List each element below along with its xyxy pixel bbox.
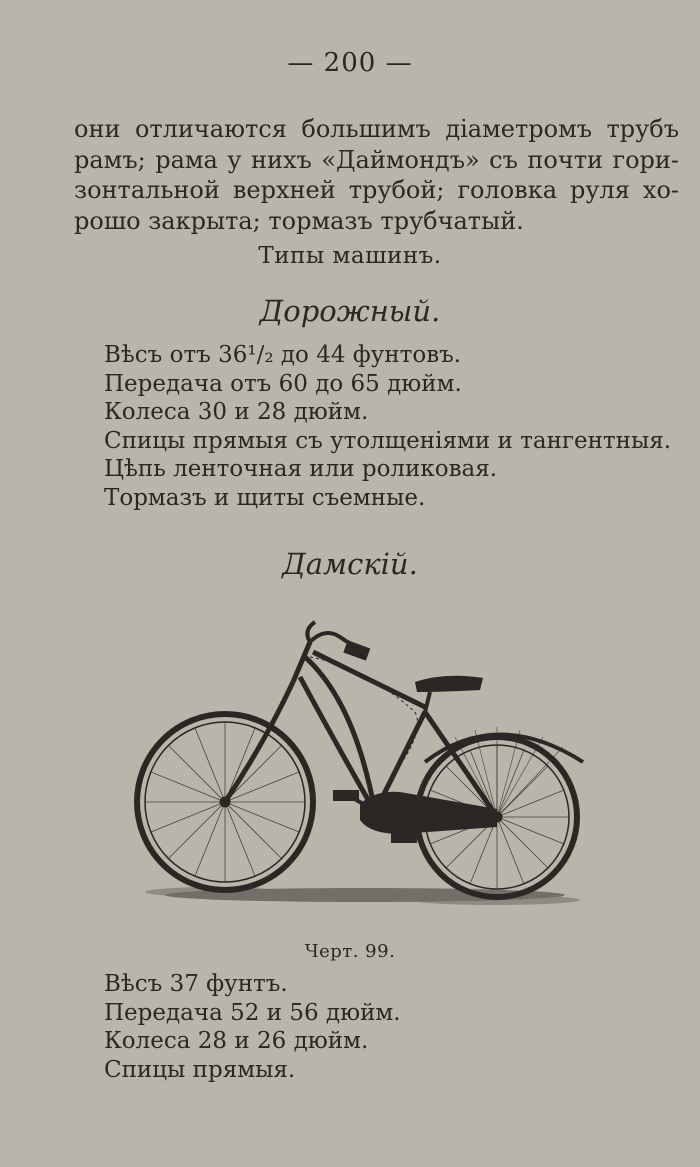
paragraph-line: зонтальной верхней трубой; головка руля хо- (74, 176, 679, 204)
paragraph-line: они отличаются большимъ діаметромъ трубъ (74, 115, 679, 143)
spec-line: Спицы прямыя. (104, 1056, 296, 1083)
spec-line: Колеса 30 и 28 дюйм. (104, 399, 369, 426)
spec-line: Спицы прямыя съ утолщеніями и тангентныя. (104, 427, 672, 454)
chain-case (360, 792, 497, 834)
front-fork (225, 682, 293, 802)
road-bicycle-heading: Дорожный. (259, 294, 441, 328)
spec-line: Цѣпь ленточная или роликовая. (104, 456, 498, 483)
spec-line: Передача 52 и 56 дюйм. (104, 999, 401, 1026)
paragraph-line: рамъ; рама у нихъ «Даймондъ» съ почти гори- (74, 145, 679, 174)
types-heading: Типы машинъ. (258, 243, 442, 269)
saddle (415, 676, 483, 712)
intro-paragraph (74, 114, 679, 236)
ladies-bicycle-heading: Дамскій. (282, 547, 418, 581)
spec-line: Вѣсъ отъ 36¹/₂ до 44 фунтовъ. (104, 342, 462, 368)
bicycle-frame (293, 642, 497, 817)
spec-line: Тормазъ и щиты съемные. (104, 484, 426, 511)
page-number: — 200 — (287, 48, 413, 78)
paragraph-line: рошо закрыта; тормазъ трубчатый. (74, 206, 524, 235)
spec-line: Передача отъ 60 до 65 дюйм. (104, 370, 462, 397)
road-spec-list (104, 341, 684, 513)
spec-line: Вѣсъ 37 фунтъ. (104, 971, 288, 997)
ladies-bicycle-illustration (125, 612, 590, 922)
spec-line: Колеса 28 и 26 дюйм. (104, 1028, 369, 1055)
ladies-spec-list (104, 970, 684, 1084)
figure-caption: Черт. 99. (304, 941, 396, 962)
